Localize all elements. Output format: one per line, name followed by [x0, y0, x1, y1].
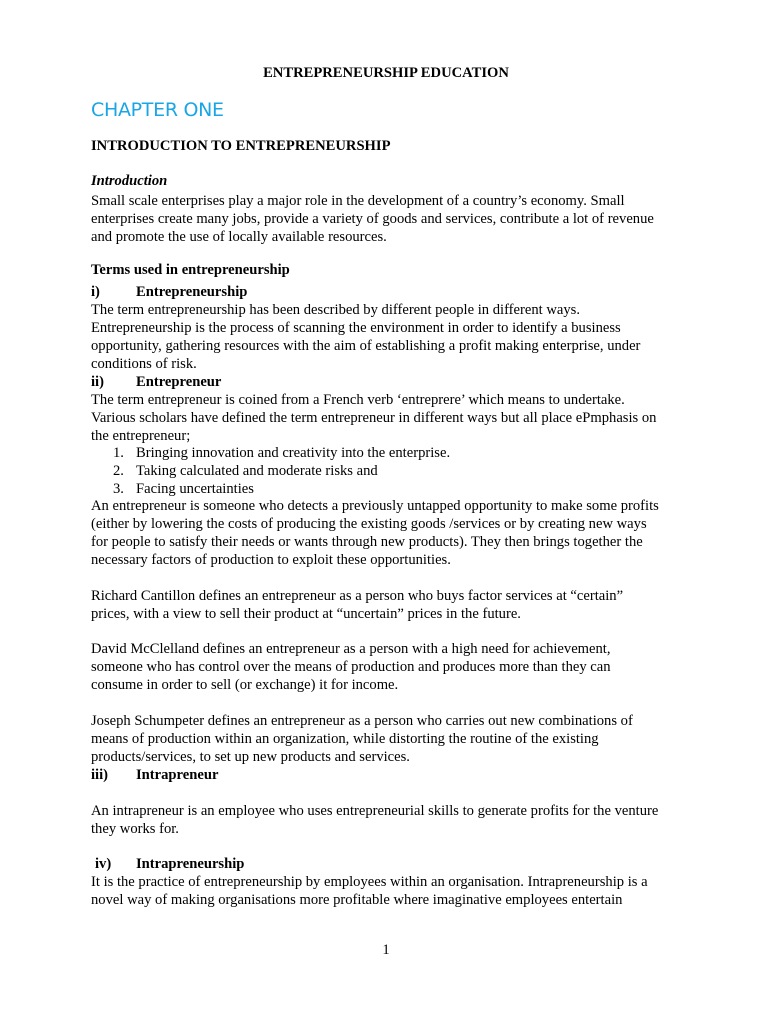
term-text-entrepreneur: The term entrepreneur is coined from a French verb ‘entreprere’ which means to undertake. Various scholars have defined the term entrepreneur in different ways but all place ePmphasis on the entrepreneur; — [91, 392, 657, 444]
list-number: 1. — [113, 445, 124, 461]
term-label: Entrepreneur — [136, 374, 222, 390]
schumpeter-paragraph: Joseph Schumpeter defines an entrepreneur as a person who carries out new combinations of means of production within an organization, while distorting the routine of the existing products/services, to set up new products and services. — [91, 713, 633, 765]
list-number: 3. — [113, 481, 124, 497]
document-title: ENTREPRENEURSHIP EDUCATION — [263, 65, 509, 81]
term-number: iii) — [91, 767, 109, 783]
section-title: INTRODUCTION TO ENTREPRENEURSHIP — [91, 138, 391, 154]
term-label: Entrepreneurship — [136, 284, 248, 300]
terms-heading: Terms used in entrepreneurship — [91, 262, 290, 278]
term-text-intrapreneur: An intrapreneur is an employee who uses entrepreneurial skills to generate profits for the venture they works for. — [91, 803, 659, 837]
term-number: iv) — [95, 856, 112, 872]
page-number: 1 — [382, 942, 390, 958]
entrepreneur-definition-paragraph: An entrepreneur is someone who detects a previously untapped opportunity to make some profits (either by lowering the costs of producing the existing goods /services or by creating new ways for people to satisfy their needs or wants through new products). They then brings together the necessary factors of production to exploit these opportunities. — [91, 498, 659, 568]
term-text-intrapreneurship: It is the practice of entrepreneurship by employees within an organisation. Intrapreneurship is a novel way of making organisations more profitable where imaginative employees entertain — [91, 874, 648, 908]
intro-heading: Introduction — [91, 173, 168, 189]
chapter-heading: CHAPTER ONE — [91, 99, 224, 121]
mcclelland-paragraph: David McClelland defines an entrepreneur as a person with a high need for achievement, someone who has control over the means of production and produces more than they can consume in order to sell (or exchange) it for income. — [91, 641, 611, 693]
term-label: Intrapreneur — [136, 767, 219, 783]
list-text: Bringing innovation and creativity into the enterprise. — [136, 445, 451, 461]
term-number: i) — [91, 284, 100, 300]
list-text: Taking calculated and moderate risks and — [136, 463, 378, 479]
term-text-entrepreneurship: The term entrepreneurship has been described by different people in different ways. Entrepreneurship is the process of scanning the environment in order to identify a business opportunity, gathering resources with the aim of establishing a profit making enterprise, under conditions of risk. — [91, 302, 641, 372]
term-number: ii) — [91, 374, 104, 390]
list-number: 2. — [113, 463, 124, 479]
cantillon-paragraph: Richard Cantillon defines an entrepreneur as a person who buys factor services at “certain” prices, with a view to sell their product at “uncertain” prices in the future. — [91, 588, 624, 622]
list-text: Facing uncertainties — [136, 481, 254, 497]
intro-paragraph: Small scale enterprises play a major role in the development of a country’s economy. Small enterprises create many jobs, provide a variety of goods and services, contribute a lot of revenue and promote the use of locally available resources. — [91, 193, 654, 245]
term-label: Intrapreneurship — [136, 856, 245, 872]
